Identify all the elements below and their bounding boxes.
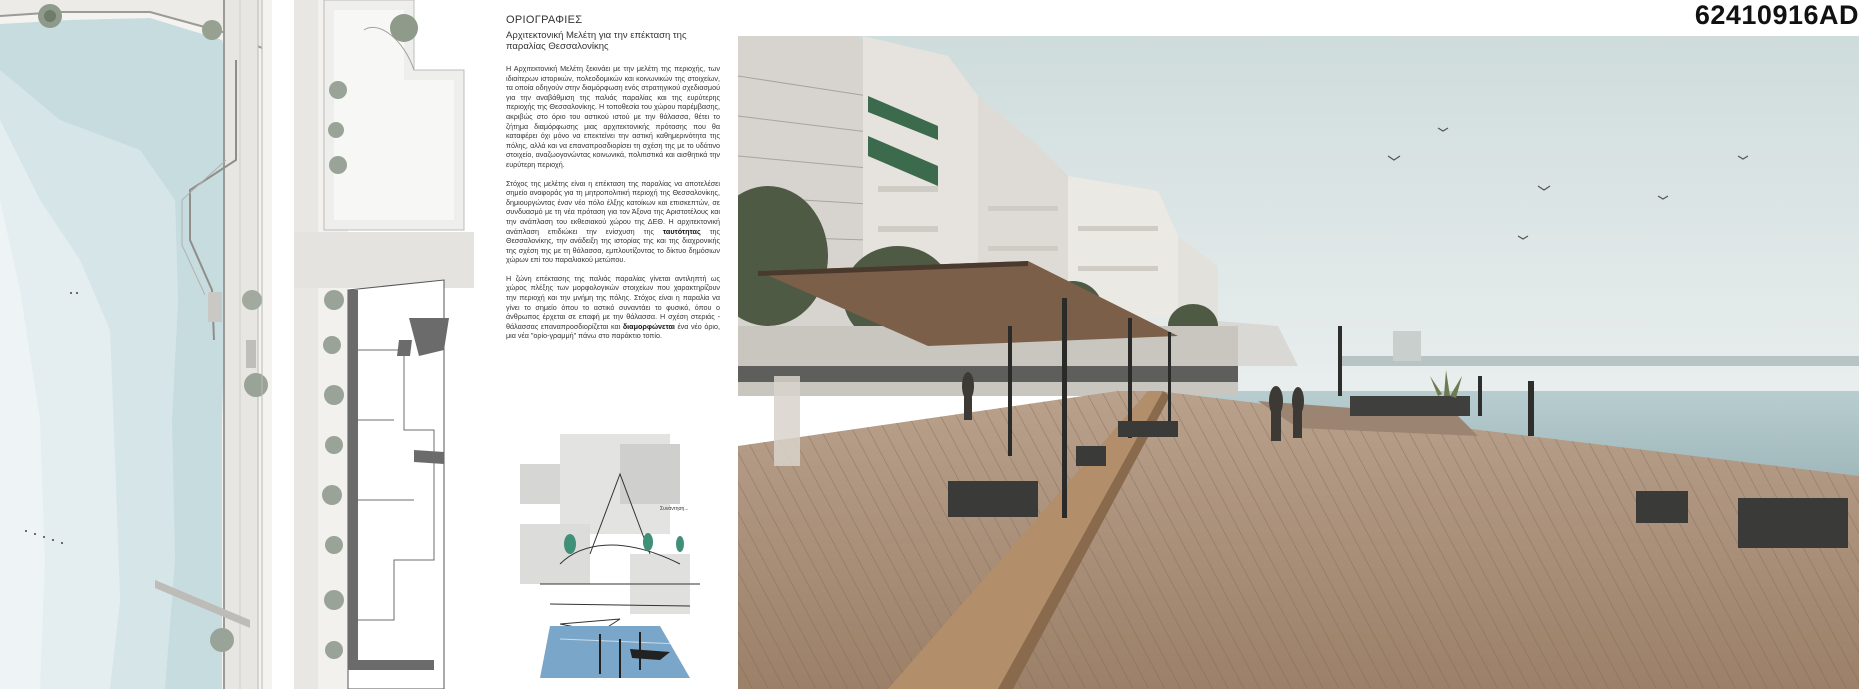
- sheet-code: 62410916AD: [1694, 0, 1859, 30]
- paragraph-zone: Η ζώνη επέκτασης της παλιάς παραλίας γίνεται αντιληπτή ως χώρος πλέξης των μορφολογικών στοιχείων που χαρακτηρίζουν την περιοχή και την μνήμη της πόλης. Στόχος είναι η παραλία να γίνει το σημείο όπου το αστικό συναντάει το φυσικό, όπου ο άνθρωπος έρχεται σε επαφή με την θάλασσα. Η σχέση στεριάς - θάλασσας επαναπροσδιορίζεται και διαμορφώνεται ένα νέο όριο, μια νέα "ορίο-γραμμή" πάνω στο παράκτιο τοπίο.: [506, 273, 720, 341]
- section-heading: ΟΡΙΟΓΡΑΦΙΕΣ: [506, 14, 583, 26]
- bold-term-identity: ταυτότητας: [662, 226, 701, 236]
- site-plan-buildings: [294, 0, 474, 689]
- description-column: [506, 14, 720, 341]
- paragraph-intro: Η Αρχιτεκτονική Μελέτη ξεκινάει με την μελέτη της περιοχής, των ιδιαίτερων ιστορικών, πολεοδομικών και κοινωνικών της στοιχείων, τα οποία οδηγούν στην διαμόρφωση ενός στρατηγικού σχεδιασμού για την αναβάθμιση της παλιάς παραλίας και της ευρύτερης περιοχής της Θεσσαλονίκης. Η τοποθεσία του χώρου παρέμβασης, ακριβώς στο όριο του αστικού ιστού με την θάλασσα, θέτει το ζήτημα διαμόρφωσης μιας αρχιτεκτονικής πρότασης που θα καταφέρει όχι μόνο να επεκτείνει την αστική καθημερινότητα της πόλης, αλλά και να επαναπροσδιορίσει τη σχέση της με το υδάτινο στοιχείο, αναζωογονώντας κοινωνικά, πολιτιστικά και αισθητικά την ευρύτερη περιοχή.: [506, 64, 720, 169]
- bold-term-shaped: διαμορφώνεται: [622, 321, 675, 331]
- paragraph-goal: Στόχος της μελέτης είναι η επέκταση της παραλίας να αποτελέσει σημείο αναφοράς για τη μητροπολιτική περιοχή της Θεσσαλονίκης, δημιουργώντας έναν νέο πόλο έλξης κατοίκων και επισκεπτών, σε συνδυασμό με τη νέα πρόταση για τον Άξονα της Αριστοτέλους και την ανάπλαση του εκθεσιακού χώρου της ΔΕΘ. Η αρχιτεκτονική ανάπλαση επιδιώκει την ενίσχυση της ταυτότητας της Θεσσαλονίκης, την ανάδειξη της ιστορίας της και της διαχρονικής της σχέση της με τη θάλασσα, εμπλουτίζοντας το δίκτυο δημόσιων χώρων επί του παραλιακού μετώπου.: [506, 178, 720, 265]
- site-plan-waterfront: [0, 0, 282, 689]
- waterfront-render: [738, 36, 1859, 689]
- section-subtitle: Αρχιτεκτονική Μελέτη για την επέκταση της παραλίας Θεσσαλονίκης: [506, 30, 687, 52]
- sketch-note: Συνάντηση...: [660, 506, 689, 512]
- concept-sketch: [520, 434, 716, 678]
